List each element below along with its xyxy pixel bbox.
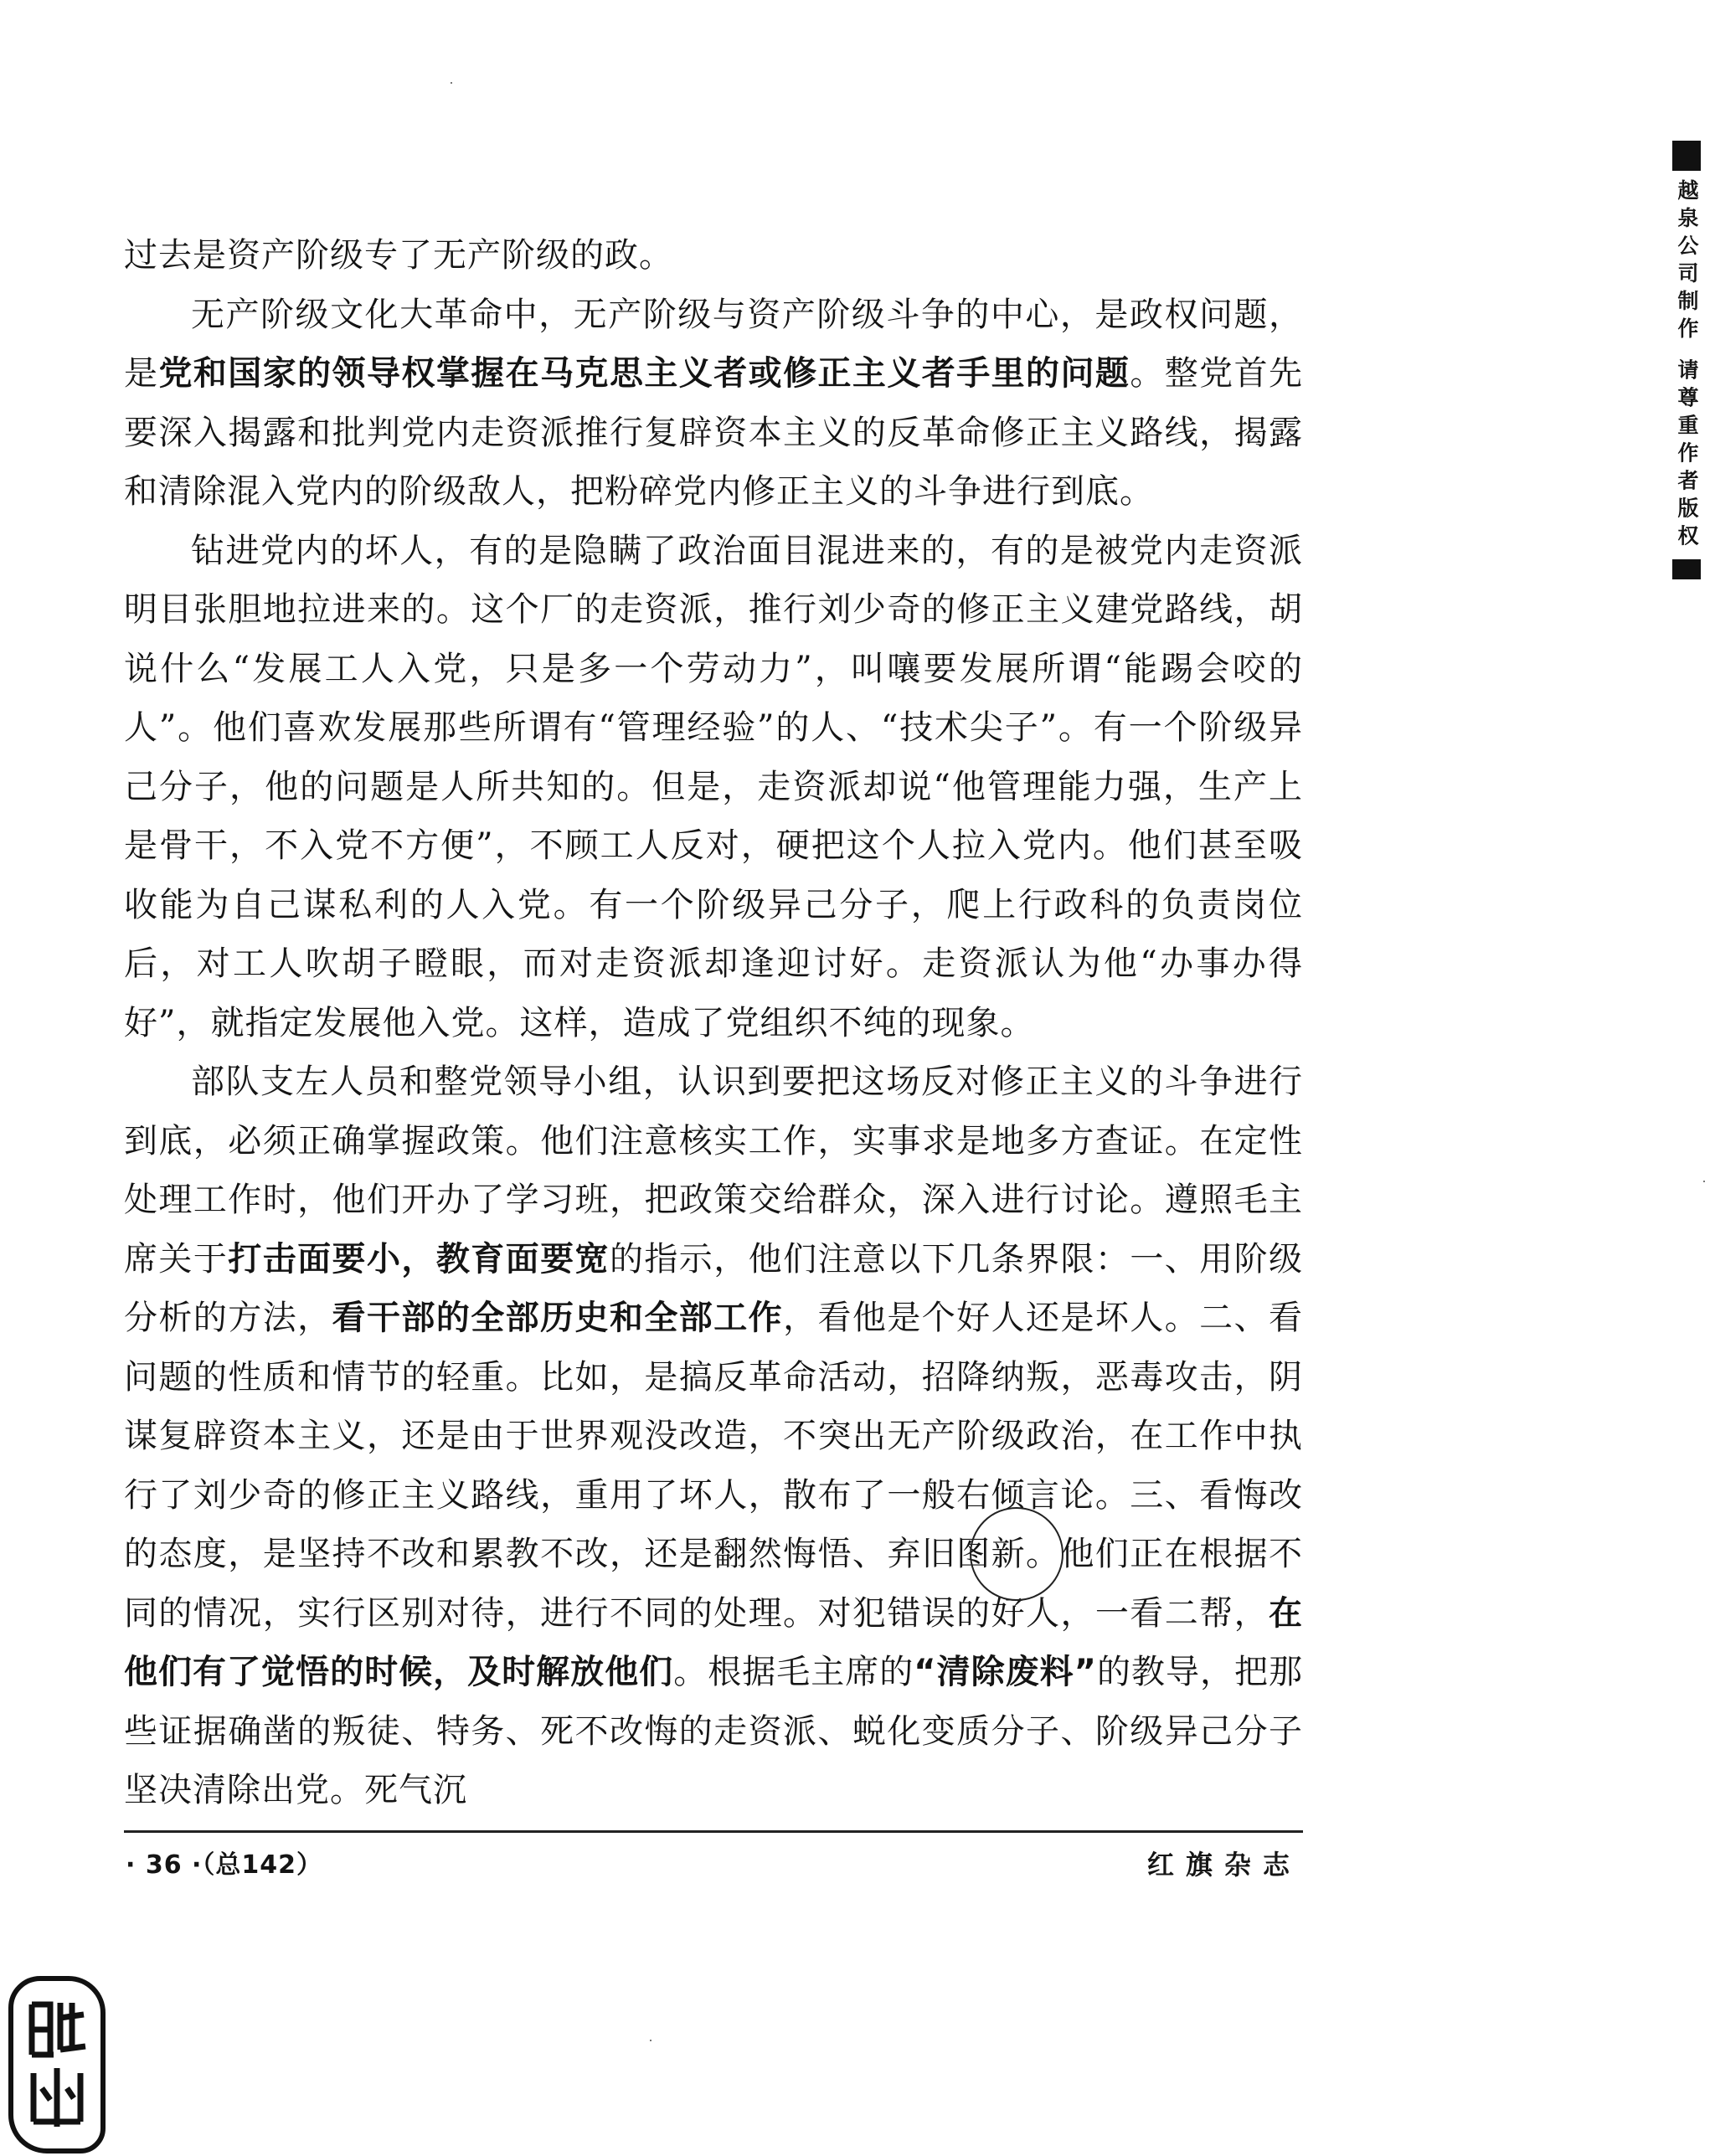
- strip-top-bar: [1672, 141, 1701, 171]
- text-run: 钻进党内的坏人，有的是隐瞒了政治面目混进来的，有的是被党内走资派明目张胆地拉进来的。这个厂的走资派，推行刘少奇的修正主义建党路线，胡说什么“发展工人入党，只是多一个劳动力”，叫嚷要发展所谓“能踢会咬的人”。他们喜欢发展那些所谓有“管理经验”的人、“技术尖子”。有一个阶级异己分子，他的问题是人所共知的。但是，走资派却说“他管理能力强，生产上是骨干，不入党不方便”，不顾工人反对，硬把这个人拉入党内。他们甚至吸收能为自己谋私利的人入党。有一个阶级异己分子，爬上行政科的负责岗位后，对工人吹胡子瞪眼，而对走资派却逢迎讨好。走资派认为他“办事办得好”，就指定发展他入党。这样，造成了党组织不纯的现象。: [124, 531, 1303, 1042]
- text-run: 无产阶级文化大革命中，无产阶级与资产阶级斗争的中心，是政权问题，是: [124, 295, 1303, 393]
- strip-bottom-bar: [1672, 559, 1701, 579]
- seal-stamp-icon: [8, 1976, 106, 2153]
- text-run: 部队支左人员和整党领导小组，认识到要把这场反对修正主义的斗争进行到底，必须正确掌握政策。他们注意核实工作，实事求是地多方查证。在定性处理工作时，他们开办了学习班，把政策交给群众，深入进行讨论。遵照毛主席关于: [124, 1063, 1303, 1279]
- article-body: [124, 226, 1303, 1820]
- scan-speck: [650, 2040, 651, 2041]
- bold-text-run: “清除废料”: [914, 1653, 1097, 1691]
- text-run: 的指示，他们注意以下几条界限：一、用阶级分析的方法，: [124, 1239, 1304, 1337]
- bold-text-run: 打击面要小，教育面要宽: [228, 1239, 610, 1279]
- footer-rule: [124, 1830, 1303, 1833]
- text-run: 过去是资产阶级专了无产阶级的政。: [124, 236, 673, 275]
- bold-text-run: 在他们有了觉悟的时候，及时解放他们: [124, 1593, 1303, 1691]
- magazine-title: 红旗杂志: [1146, 1849, 1301, 1881]
- copyright-strip: [1668, 141, 1705, 579]
- text-run: ，看他是个好人还是坏人。二、看问题的性质和情节的轻重。比如，是搞反革命活动，招降纳叛，恶毒攻击，阴谋复辟资本主义，还是由于世界观没改造，不突出无产阶级政治，在工作中执行了刘少奇的修正主义路线，重用了坏人，散布了一般右倾言论。三、看悔改的态度，是坚持不改和累教不改，还是翻然悔悟、弃旧图新。他们正在根据不同的情况，实行区别对待，进行不同的处理。对犯错误的好人，一看二帮，: [124, 1299, 1304, 1633]
- handwritten-circle-mark: [970, 1507, 1064, 1601]
- paragraph: [124, 1052, 1303, 1820]
- scan-speck: [451, 82, 452, 84]
- bold-text-run: 看干部的全部历史和全部工作: [332, 1299, 784, 1337]
- paragraph: [124, 522, 1303, 1053]
- seal-glyph-icon: [25, 1996, 89, 2133]
- text-run: 。整党首先要深入揭露和批判党内走资派推行复辟资本主义的反革命修正主义路线，揭露和清除混入党内的阶级敌人，把粉碎党内修正主义的斗争进行到底。: [124, 354, 1304, 511]
- text-run: 的教导，把那些证据确凿的叛徒、特务、死不改悔的走资派、蜕化变质分子、阶级异己分子坚决清除出党。死气沉: [124, 1653, 1304, 1809]
- page-number: · 36 ·（总142）: [126, 1850, 323, 1880]
- paragraph: [124, 226, 1303, 286]
- paragraph: [124, 286, 1303, 522]
- copyright-text: 越泉公司制作 请尊重作者版权: [1675, 179, 1699, 553]
- bold-text-run: 党和国家的领导权掌握在马克思主义者或修正主义者手里的问题: [158, 354, 1130, 393]
- scan-speck: [1703, 1181, 1705, 1182]
- text-run: 。根据毛主席的: [673, 1653, 914, 1691]
